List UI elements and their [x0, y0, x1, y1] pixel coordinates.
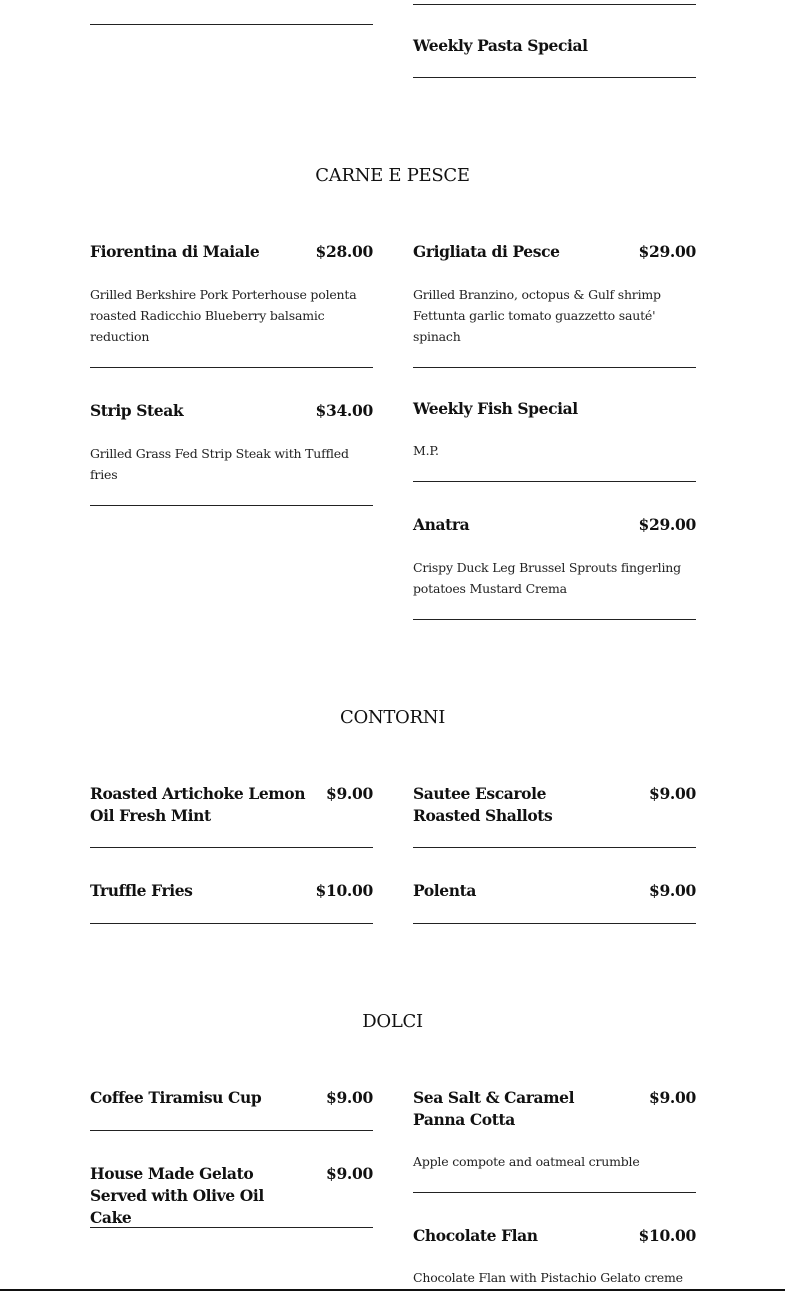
item-name: Sea Salt & Caramel Panna Cotta — [413, 1088, 575, 1129]
divider — [413, 367, 696, 368]
item-name: Anatra — [413, 515, 470, 534]
item-description: Grilled Grass Fed Strip Steak with Tuffled fries — [90, 446, 349, 482]
divider — [90, 923, 373, 924]
divider — [90, 1227, 373, 1228]
item-name: House Made Gelato Served with Olive Oil Cake — [90, 1164, 264, 1227]
item-price: $10.00 — [315, 881, 373, 900]
divider — [90, 1130, 373, 1131]
item-description: Apple compote and oatmeal crumble — [413, 1154, 640, 1169]
item-price: $34.00 — [315, 401, 373, 420]
item-price: $9.00 — [325, 1164, 373, 1183]
item-price: $29.00 — [638, 515, 696, 534]
bottom-border — [0, 1289, 785, 1291]
divider — [90, 505, 373, 506]
item-description: Grilled Branzino, octopus & Gulf shrimp Fettunta garlic tomato guazzetto sauté' spinach — [413, 287, 661, 344]
item-price: $9.00 — [648, 784, 696, 803]
divider — [413, 4, 696, 5]
item-name: Coffee Tiramisu Cup — [90, 1088, 262, 1107]
item-price: $9.00 — [325, 1088, 373, 1107]
item-description: Grilled Berkshire Pork Porterhouse polenta roasted Radicchio Blueberry balsamic reduction — [90, 287, 357, 344]
item-name: Sautee Escarole Roasted Shallots — [413, 784, 553, 825]
item-price: $9.00 — [648, 1088, 696, 1107]
section-title-contorni: CONTORNI — [339, 707, 446, 728]
divider — [90, 847, 373, 848]
item-price: $28.00 — [315, 242, 373, 261]
item-name: Weekly Fish Special — [413, 399, 578, 418]
item-price: $29.00 — [638, 242, 696, 261]
menu-item — [90, 1087, 373, 1109]
menu-item-weekly-pasta — [413, 35, 696, 57]
item-description: Chocolate Flan with Pistachio Gelato creme — [413, 1270, 683, 1285]
item-price: $9.00 — [648, 881, 696, 900]
menu-item — [413, 1225, 696, 1288]
divider — [413, 1192, 696, 1193]
menu-item — [90, 783, 373, 827]
section-title-dolci: DOLCI — [362, 1011, 423, 1032]
menu-item — [413, 1087, 696, 1172]
menu-item — [413, 241, 696, 347]
divider — [413, 847, 696, 848]
menu-item — [413, 514, 696, 599]
divider — [90, 367, 373, 368]
divider — [413, 77, 696, 78]
menu-item — [413, 783, 696, 827]
section-title-carne: CARNE E PESCE — [315, 165, 470, 186]
menu-item — [413, 880, 696, 902]
menu-item — [90, 880, 373, 902]
item-name: Fiorentina di Maiale — [90, 242, 260, 261]
item-description: M.P. — [413, 443, 439, 458]
menu-item — [90, 400, 373, 485]
menu-item — [90, 241, 373, 347]
divider — [413, 619, 696, 620]
item-name: Roasted Artichoke Lemon Oil Fresh Mint — [90, 784, 306, 825]
item-name: Polenta — [413, 881, 476, 900]
divider — [90, 24, 373, 25]
menu-item — [413, 398, 696, 461]
item-name: Chocolate Flan — [413, 1226, 538, 1245]
item-name: Strip Steak — [90, 401, 184, 420]
menu-item — [90, 1163, 373, 1229]
item-name: Weekly Pasta Special — [413, 36, 588, 55]
divider — [413, 481, 696, 482]
item-price: $10.00 — [638, 1226, 696, 1245]
item-name: Truffle Fries — [90, 881, 193, 900]
item-price: $9.00 — [325, 784, 373, 803]
item-description: Crispy Duck Leg Brussel Sprouts fingerling potatoes Mustard Crema — [413, 560, 681, 596]
item-name: Grigliata di Pesce — [413, 242, 560, 261]
divider — [413, 923, 696, 924]
